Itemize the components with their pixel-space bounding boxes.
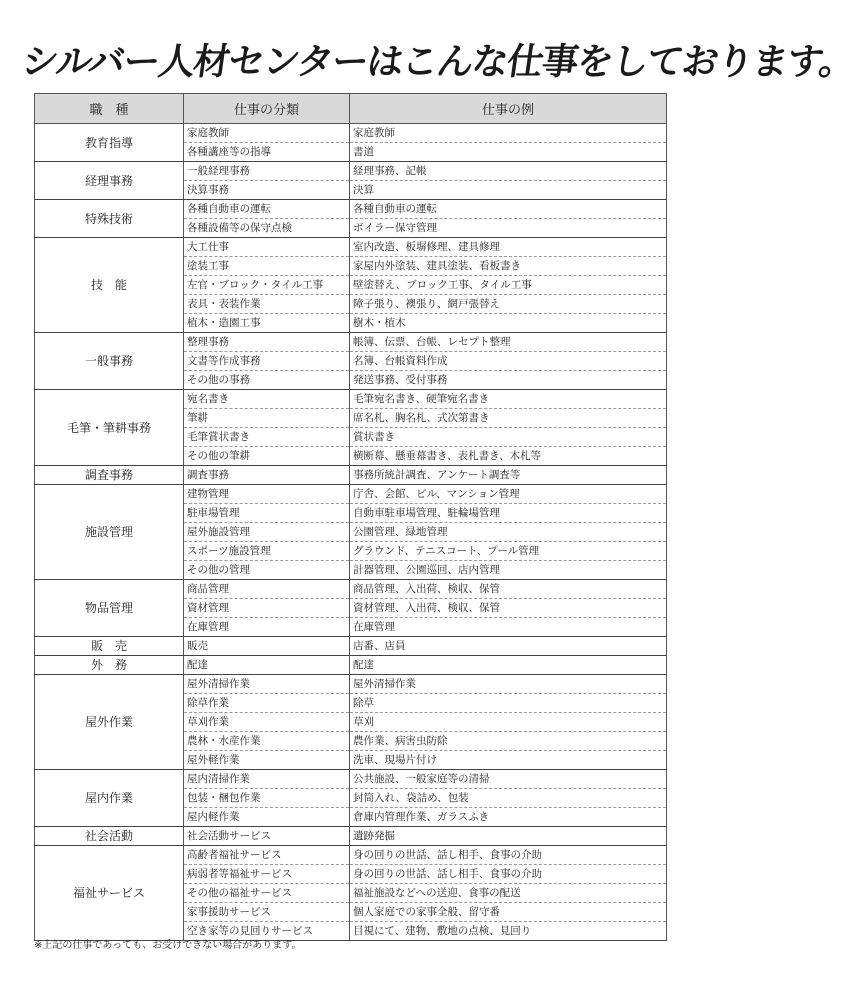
job-classification: 家庭教師 (184, 124, 350, 143)
job-classification: 資材管理 (184, 599, 350, 618)
job-category: 施設管理 (35, 485, 184, 580)
job-classification: 商品管理 (184, 580, 350, 599)
job-example: 資材管理、入出荷、検収、保管 (350, 599, 667, 618)
job-example: 農作業、病害虫防除 (350, 732, 667, 751)
header-classification: 仕事の分類 (184, 94, 350, 124)
job-classification: 屋外清掃作業 (184, 675, 350, 694)
job-classification: 文書等作成事務 (184, 352, 350, 371)
job-example: 横断幕、懸垂幕書き、表札書き、木札等 (350, 447, 667, 466)
table-row (35, 162, 667, 181)
job-example: 庁舎、会館、ビル、マンション管理 (350, 485, 667, 504)
job-example: 席名札、胸名札、式次第書き (350, 409, 667, 428)
job-example: 身の回りの世話、話し相手、食事の介助 (350, 846, 667, 865)
job-classification: 植木・造園工事 (184, 314, 350, 333)
job-category: 毛筆・筆耕事務 (35, 390, 184, 466)
table-header (35, 94, 667, 124)
job-classification: その他の事務 (184, 371, 350, 390)
job-classification: 整理事務 (184, 333, 350, 352)
job-example: 店番、店員 (350, 637, 667, 656)
job-classification: 毛筆賞状書き (184, 428, 350, 447)
job-example: 毛筆宛名書き、硬筆宛名書き (350, 390, 667, 409)
job-example: 樹木・植木 (350, 314, 667, 333)
job-classification: 各種設備等の保守点検 (184, 219, 350, 238)
job-classification: 筆耕 (184, 409, 350, 428)
table-row (35, 580, 667, 599)
job-example: 福祉施設などへの送迎、食事の配送 (350, 884, 667, 903)
job-category: 社会活動 (35, 827, 184, 846)
job-example: 個人家庭での家事全般、留守番 (350, 903, 667, 922)
job-example: 賞状書き (350, 428, 667, 447)
header-category: 職 種 (35, 94, 184, 124)
job-classification: 建物管理 (184, 485, 350, 504)
job-category: 屋内作業 (35, 770, 184, 827)
job-example: 発送事務、受付事務 (350, 371, 667, 390)
job-category: 福祉サービス (35, 846, 184, 941)
job-classification: 屋内軽作業 (184, 808, 350, 827)
header-examples: 仕事の例 (350, 94, 667, 124)
table-row (35, 485, 667, 504)
job-example: 封筒入れ、袋詰め、包装 (350, 789, 667, 808)
job-classification: 駐車場管理 (184, 504, 350, 523)
job-classification: 包装・梱包作業 (184, 789, 350, 808)
job-category: 調査事務 (35, 466, 184, 485)
table-row (35, 390, 667, 409)
job-classification: 決算事務 (184, 181, 350, 200)
header-row (35, 94, 667, 124)
table-row (35, 238, 667, 257)
table-row (35, 827, 667, 846)
job-classification: 除草作業 (184, 694, 350, 713)
table-row (35, 770, 667, 789)
jobs-table (34, 93, 667, 941)
job-classification: 表具・表装作業 (184, 295, 350, 314)
job-example: 壁塗替え、ブロック工事、タイル工事 (350, 276, 667, 295)
job-example: 自動車駐車場管理、駐輪場管理 (350, 504, 667, 523)
job-classification: 高齢者福祉サービス (184, 846, 350, 865)
job-classification: 大工仕事 (184, 238, 350, 257)
table-row (35, 846, 667, 865)
job-example: ボイラー保守管理 (350, 219, 667, 238)
job-example: 商品管理、入出荷、検収、保管 (350, 580, 667, 599)
job-category: 一般事務 (35, 333, 184, 390)
job-example: 公共施設、一般家庭等の清掃 (350, 770, 667, 789)
job-example: 各種自動車の運転 (350, 200, 667, 219)
job-example: 公園管理、緑地管理 (350, 523, 667, 542)
job-category: 技 能 (35, 238, 184, 333)
footnote: ※上記の仕事であっても、お受けできない場合があります。 (34, 940, 302, 951)
job-example: グラウンド、テニスコート、プール管理 (350, 542, 667, 561)
job-classification: 病弱者等福祉サービス (184, 865, 350, 884)
job-example: 事務所統計調査、アンケート調査等 (350, 466, 667, 485)
table-row (35, 200, 667, 219)
job-example: 家庭教師 (350, 124, 667, 143)
job-classification: 屋外施設管理 (184, 523, 350, 542)
job-classification: 屋内清掃作業 (184, 770, 350, 789)
job-classification: 左官・ブロック・タイル工事 (184, 276, 350, 295)
job-classification: 配達 (184, 656, 350, 675)
job-category: 物品管理 (35, 580, 184, 637)
job-classification: 一般経理事務 (184, 162, 350, 181)
table-row (35, 656, 667, 675)
job-classification: 屋外軽作業 (184, 751, 350, 770)
job-classification: 農林・水産作業 (184, 732, 350, 751)
job-category: 屋外作業 (35, 675, 184, 770)
job-category: 教育指導 (35, 124, 184, 162)
job-classification: 社会活動サービス (184, 827, 350, 846)
job-classification: 販売 (184, 637, 350, 656)
table-row (35, 124, 667, 143)
job-example: 除草 (350, 694, 667, 713)
table-row (35, 333, 667, 352)
job-example: 草刈 (350, 713, 667, 732)
job-classification: その他の福祉サービス (184, 884, 350, 903)
job-example: 障子張り、襖張り、網戸張替え (350, 295, 667, 314)
job-example: 目視にて、建物、敷地の点検、見回り (350, 922, 667, 941)
job-example: 計器管理、公園巡回、店内管理 (350, 561, 667, 580)
table-row (35, 466, 667, 485)
table-body (35, 124, 667, 941)
job-category: 販 売 (35, 637, 184, 656)
job-example: 書道 (350, 143, 667, 162)
job-classification: 調査事務 (184, 466, 350, 485)
job-example: 帳簿、伝票、台帳、レセプト整理 (350, 333, 667, 352)
job-classification: スポーツ施設管理 (184, 542, 350, 561)
job-example: 決算 (350, 181, 667, 200)
job-classification: 在庫管理 (184, 618, 350, 637)
job-category: 特殊技術 (35, 200, 184, 238)
job-example: 屋外清掃作業 (350, 675, 667, 694)
job-classification: 塗装工事 (184, 257, 350, 276)
job-classification: 家事援助サービス (184, 903, 350, 922)
table-row (35, 675, 667, 694)
job-classification: 各種講座等の指導 (184, 143, 350, 162)
job-example: 洗車、現場片付け (350, 751, 667, 770)
job-category: 外 務 (35, 656, 184, 675)
job-category: 経理事務 (35, 162, 184, 200)
job-classification: 各種自動車の運転 (184, 200, 350, 219)
job-example: 遺跡発掘 (350, 827, 667, 846)
job-example: 家屋内外塗装、建具塗装、看板書き (350, 257, 667, 276)
job-example: 身の回りの世話、話し相手、食事の介助 (350, 865, 667, 884)
job-example: 室内改造、板塀修理、建具修理 (350, 238, 667, 257)
job-example: 在庫管理 (350, 618, 667, 637)
job-classification: 空き家等の見回りサービス (184, 922, 350, 941)
page-title: シルバー人材センターはこんな仕事をしております。 (19, 40, 858, 83)
job-example: 配達 (350, 656, 667, 675)
job-classification: その他の筆耕 (184, 447, 350, 466)
job-example: 倉庫内管理作業、ガラスふき (350, 808, 667, 827)
job-classification: 草刈作業 (184, 713, 350, 732)
job-example: 経理事務、記帳 (350, 162, 667, 181)
job-classification: その他の管理 (184, 561, 350, 580)
job-example: 名簿、台帳資料作成 (350, 352, 667, 371)
job-classification: 宛名書き (184, 390, 350, 409)
table-row (35, 637, 667, 656)
